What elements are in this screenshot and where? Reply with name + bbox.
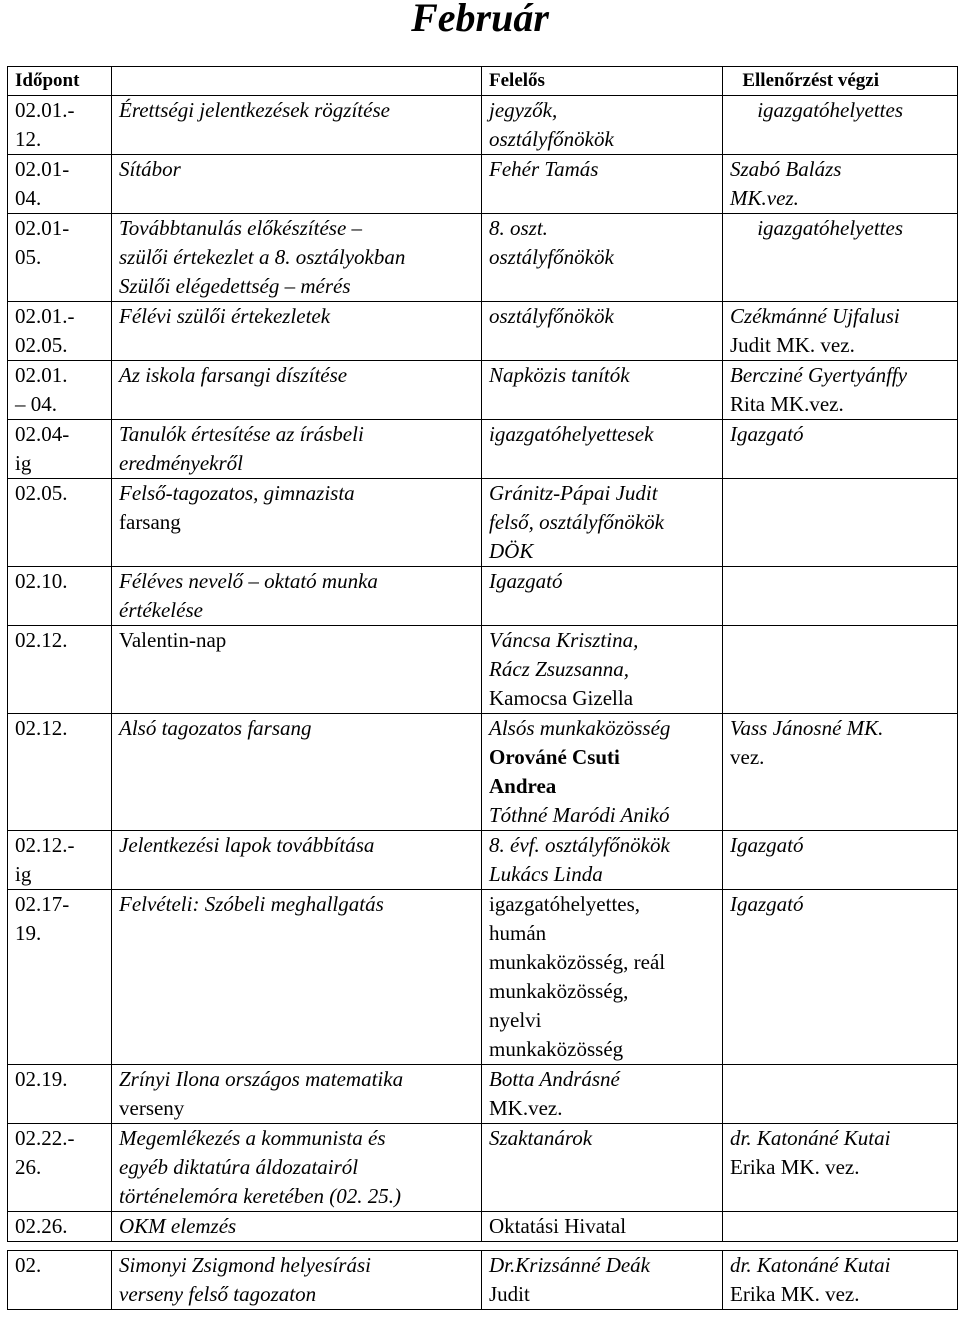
checker-line: vez. <box>730 745 765 769</box>
checker-line: Judit MK. vez. <box>730 333 855 357</box>
checker-line: Igazgató <box>730 892 804 916</box>
responsible-cell <box>482 302 723 361</box>
responsible-line: Alsós munkaközösség <box>489 716 671 740</box>
event-line: eredményekről <box>119 451 243 475</box>
date-line: 12. <box>15 127 42 151</box>
responsible-line: Tóthné Maródi Anikó <box>489 803 670 827</box>
page-title: Február <box>411 0 549 40</box>
table-row <box>8 96 958 155</box>
responsible-cell <box>482 1065 723 1124</box>
table-row <box>8 155 958 214</box>
checker-line: igazgatóhelyettes <box>757 216 903 240</box>
date-line: 02.05. <box>15 333 68 357</box>
table-row <box>8 361 958 420</box>
responsible-cell <box>482 479 723 567</box>
checker-cell <box>723 567 958 626</box>
date-line: 26. <box>15 1155 42 1179</box>
event-line: verseny <box>119 1096 185 1120</box>
responsible-line: osztályfőnökök <box>489 245 614 269</box>
event-cell <box>112 155 482 214</box>
checker-cell <box>723 155 958 214</box>
event-line: Felvételi: Szóbeli meghallgatás <box>119 892 384 916</box>
responsible-line: munkaközösség, reál <box>489 950 666 974</box>
event-cell <box>112 831 482 890</box>
responsible-cell <box>482 361 723 420</box>
date-line: 02.26. <box>15 1214 68 1238</box>
date-line: 02.01- <box>15 157 70 181</box>
responsible-line: humán <box>489 921 547 945</box>
date-cell <box>8 155 112 214</box>
event-line: szülői értekezlet a 8. osztályokban <box>119 245 406 269</box>
date-cell <box>8 890 112 1065</box>
event-line: Félévi szülői értekezletek <box>119 304 331 328</box>
responsible-line: Szaktanárok <box>489 1126 593 1150</box>
header-event <box>112 67 482 96</box>
table-spacer-row <box>8 1242 958 1251</box>
date-line: 02.19. <box>15 1067 68 1091</box>
date-cell <box>8 96 112 155</box>
date-line: 04. <box>15 186 42 210</box>
checker-line: dr. Katonáné Kutai <box>730 1126 891 1150</box>
event-line: Simonyi Zsigmond helyesírási <box>119 1253 371 1277</box>
checker-line: Vass Jánosné MK. <box>730 716 884 740</box>
responsible-line: nyelvi <box>489 1008 542 1032</box>
date-line: 02.22.- <box>15 1126 75 1150</box>
responsible-cell <box>482 155 723 214</box>
responsible-line: Dr.Krizsánné Deák <box>489 1253 650 1277</box>
responsible-line: Rácz Zsuzsanna, <box>489 657 630 681</box>
responsible-line: DÖK <box>489 539 534 563</box>
table-row <box>8 626 958 714</box>
checker-cell <box>723 626 958 714</box>
responsible-line: munkaközösség, <box>489 979 629 1003</box>
responsible-line: Judit <box>489 1282 530 1306</box>
date-line: 02.01.- <box>15 304 75 328</box>
event-cell <box>112 626 482 714</box>
responsible-line: Fehér Tamás <box>489 157 599 181</box>
date-cell <box>8 831 112 890</box>
checker-line: Bercziné Gyertyánffy <box>730 363 908 387</box>
event-line: Érettségi jelentkezések rögzítése <box>119 98 390 122</box>
event-line: Alsó tagozatos farsang <box>119 716 312 740</box>
date-cell <box>8 1124 112 1212</box>
checker-line: igazgatóhelyettes <box>757 98 903 122</box>
date-cell <box>8 479 112 567</box>
date-line: 02. <box>15 1253 42 1277</box>
event-line: Féléves nevelő – oktató munka <box>119 569 378 593</box>
event-cell <box>112 420 482 479</box>
checker-cell <box>723 890 958 1065</box>
checker-line: Szabó Balázs <box>730 157 842 181</box>
responsible-line: Kamocsa Gizella <box>489 686 634 710</box>
event-cell <box>112 890 482 1065</box>
table-row <box>8 1251 958 1310</box>
responsible-line: Napközis tanítók <box>489 363 630 387</box>
date-line: 05. <box>15 245 42 269</box>
checker-cell <box>723 1065 958 1124</box>
event-line: Zrínyi Ilona országos matematika <box>119 1067 404 1091</box>
date-cell <box>8 714 112 831</box>
responsible-cell <box>482 1251 723 1310</box>
date-line: 02.04- <box>15 422 70 446</box>
responsible-cell <box>482 890 723 1065</box>
responsible-line: Andrea <box>489 774 557 798</box>
responsible-cell <box>482 714 723 831</box>
table-row <box>8 567 958 626</box>
checker-cell <box>723 714 958 831</box>
date-cell <box>8 567 112 626</box>
table-row <box>8 890 958 1065</box>
event-line: Továbbtanulás előkészítése – <box>119 216 363 240</box>
table-row <box>8 1065 958 1124</box>
date-line: 02.12. <box>15 628 68 652</box>
responsible-line: osztályfőnökök <box>489 304 614 328</box>
responsible-line: Oktatási Hivatal <box>489 1214 627 1238</box>
checker-line: Czékmánné Ujfalusi <box>730 304 900 328</box>
checker-cell <box>723 1212 958 1242</box>
date-cell <box>8 626 112 714</box>
date-cell <box>8 361 112 420</box>
event-line: Sítábor <box>119 157 181 181</box>
responsible-line: munkaközösség <box>489 1037 624 1061</box>
responsible-line: Botta Andrásné <box>489 1067 620 1091</box>
responsible-line: igazgatóhelyettesek <box>489 422 654 446</box>
event-cell <box>112 302 482 361</box>
event-line: Az iskola farsangi díszítése <box>119 363 348 387</box>
event-line: Felső-tagozatos, gimnazista <box>119 481 355 505</box>
table-row <box>8 420 958 479</box>
event-line: Szülői elégedettség – mérés <box>119 274 351 298</box>
table-row <box>8 1212 958 1242</box>
responsible-cell <box>482 1124 723 1212</box>
responsible-cell <box>482 96 723 155</box>
responsible-line: jegyzők, <box>489 98 558 122</box>
event-cell <box>112 361 482 420</box>
responsible-line: MK.vez. <box>489 1096 563 1120</box>
event-cell <box>112 479 482 567</box>
header-date: Időpont <box>8 67 112 96</box>
table-row <box>8 831 958 890</box>
table-row <box>8 214 958 302</box>
responsible-cell <box>482 420 723 479</box>
checker-cell <box>723 361 958 420</box>
table-row <box>8 302 958 361</box>
checker-line: Igazgató <box>730 422 804 446</box>
date-line: 19. <box>15 921 42 945</box>
checker-cell <box>723 214 958 302</box>
event-line: verseny felső tagozaton <box>119 1282 317 1306</box>
event-cell <box>112 1065 482 1124</box>
header-checker: Ellenőrzést végzi <box>723 67 958 96</box>
responsible-cell <box>482 567 723 626</box>
checker-cell <box>723 420 958 479</box>
responsible-line: osztályfőnökök <box>489 127 614 151</box>
table-row <box>8 1124 958 1212</box>
date-line: 02.12. <box>15 716 68 740</box>
table-header-row <box>8 67 958 96</box>
responsible-line: felső, osztályfőnökök <box>489 510 664 534</box>
checker-cell <box>723 302 958 361</box>
checker-cell <box>723 96 958 155</box>
responsible-line: Gránitz-Pápai Judit <box>489 481 658 505</box>
event-cell <box>112 1212 482 1242</box>
event-line: Jelentkezési lapok továbbítása <box>119 833 375 857</box>
schedule-table <box>7 66 958 1310</box>
spacer-cell <box>8 1242 958 1251</box>
responsible-cell <box>482 1212 723 1242</box>
date-cell <box>8 1065 112 1124</box>
event-line: Tanulók értesítése az írásbeli <box>119 422 364 446</box>
table-row <box>8 714 958 831</box>
event-cell <box>112 96 482 155</box>
checker-line: Erika MK. vez. <box>730 1282 860 1306</box>
event-line: Valentin-nap <box>119 628 227 652</box>
responsible-line: Orováné Csuti <box>489 745 620 769</box>
date-line: 02.10. <box>15 569 68 593</box>
checker-cell <box>723 1124 958 1212</box>
responsible-line: Igazgató <box>489 569 563 593</box>
date-line: – 04. <box>15 392 57 416</box>
checker-cell <box>723 1251 958 1310</box>
event-cell <box>112 567 482 626</box>
date-line: 02.05. <box>15 481 68 505</box>
responsible-line: 8. évf. osztályfőnökök <box>489 833 670 857</box>
checker-cell <box>723 831 958 890</box>
date-line: 02.01- <box>15 216 70 240</box>
date-line: ig <box>15 451 32 475</box>
checker-line: MK.vez. <box>730 186 799 210</box>
date-line: ig <box>15 862 32 886</box>
date-line: 02.17- <box>15 892 70 916</box>
responsible-line: Váncsa Krisztina, <box>489 628 639 652</box>
date-line: 02.01. <box>15 363 68 387</box>
responsible-cell <box>482 831 723 890</box>
table-row <box>8 479 958 567</box>
event-line: egyéb diktatúra áldozatairól <box>119 1155 359 1179</box>
date-cell <box>8 1212 112 1242</box>
checker-cell <box>723 479 958 567</box>
date-cell <box>8 302 112 361</box>
date-line: 02.12.- <box>15 833 75 857</box>
event-line: értékelése <box>119 598 203 622</box>
responsible-cell <box>482 626 723 714</box>
event-cell <box>112 1251 482 1310</box>
checker-line: Erika MK. vez. <box>730 1155 860 1179</box>
event-cell <box>112 714 482 831</box>
checker-line: dr. Katonáné Kutai <box>730 1253 891 1277</box>
event-line: OKM elemzés <box>119 1214 237 1238</box>
event-line: Megemlékezés a kommunista és <box>119 1126 386 1150</box>
responsible-line: Lukács Linda <box>489 862 603 886</box>
event-line: történelemóra keretében (02. 25.) <box>119 1184 402 1208</box>
event-cell <box>112 214 482 302</box>
event-line: farsang <box>119 510 181 534</box>
date-cell <box>8 420 112 479</box>
event-cell <box>112 1124 482 1212</box>
date-cell <box>8 1251 112 1310</box>
date-line: 02.01.- <box>15 98 75 122</box>
header-responsible: Felelős <box>482 67 723 96</box>
date-cell <box>8 214 112 302</box>
responsible-line: 8. oszt. <box>489 216 548 240</box>
responsible-cell <box>482 214 723 302</box>
checker-line: Rita MK.vez. <box>730 392 844 416</box>
responsible-line: igazgatóhelyettes, <box>489 892 641 916</box>
checker-line: Igazgató <box>730 833 804 857</box>
